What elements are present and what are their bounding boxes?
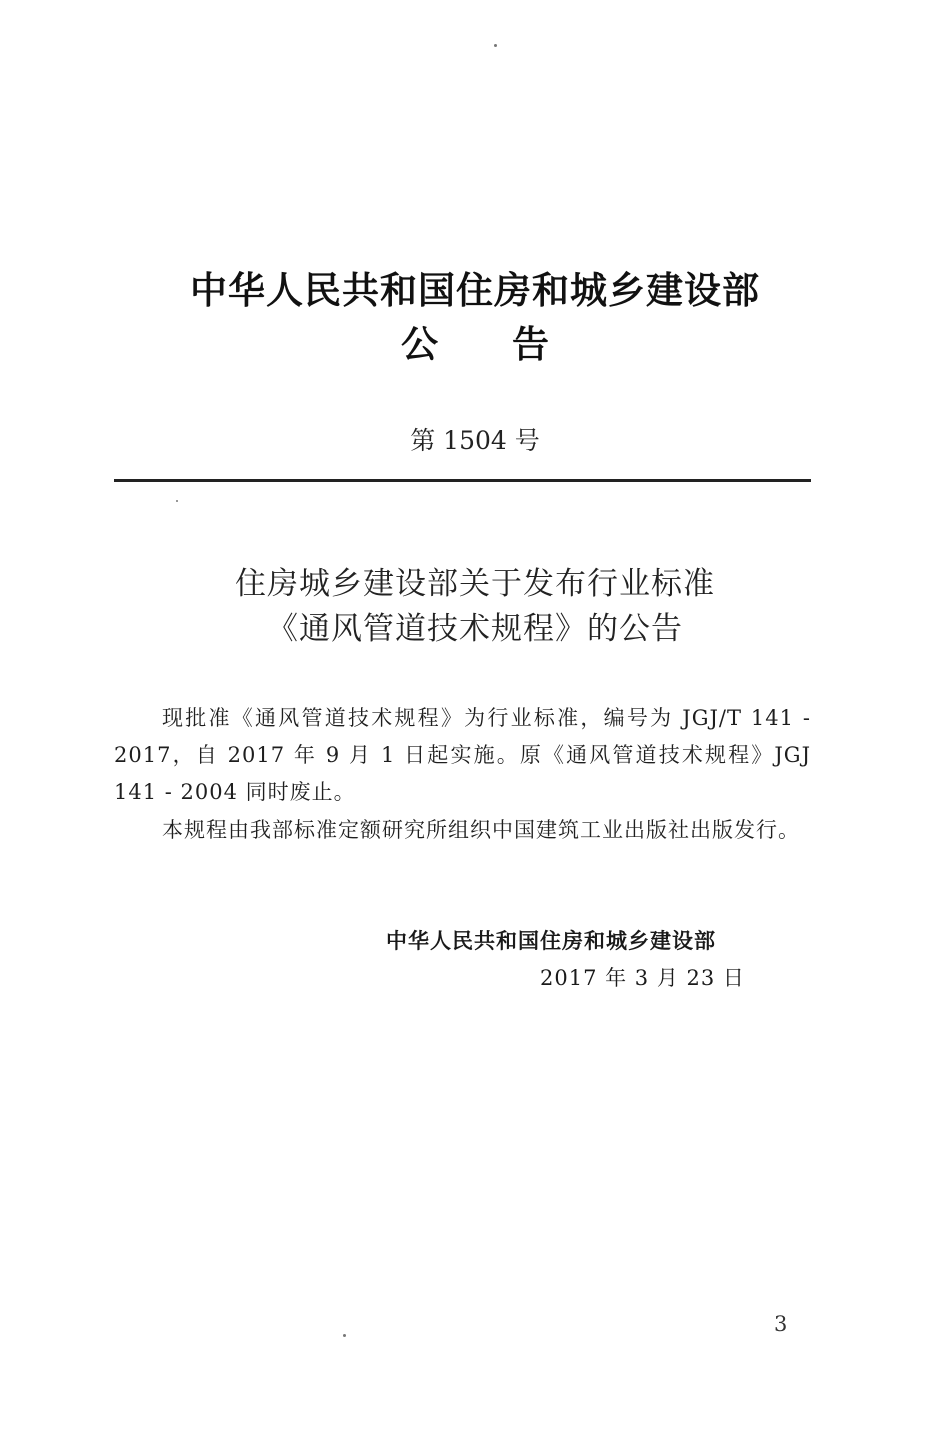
scan-speck [176, 500, 178, 502]
body-paragraph-approval [114, 700, 811, 811]
body-paragraph-publication [114, 812, 811, 849]
paragraph-text: 现批准《通风管道技术规程》为行业标准，编号为 JGJ/T 141 - 2017，自 2017 年 9 月 1 日起实施。原《通风管道技术规程》JGJ 141 - 2004 同时废止。 [114, 706, 811, 804]
signature-date: 2017 年 3 月 23 日 [540, 966, 745, 990]
announcement-heading-line1: 住房城乡建设部关于发布行业标准 [235, 566, 715, 602]
ministry-title: 中华人民共和国住房和城乡建设部 [190, 269, 760, 312]
header-divider [114, 479, 811, 482]
scan-speck [494, 44, 497, 47]
scan-speck [343, 1334, 346, 1337]
page-number: 3 [774, 1312, 788, 1336]
signature-organization: 中华人民共和国住房和城乡建设部 [386, 929, 716, 953]
notice-title: 公告 [401, 323, 623, 366]
notice-number: 第 1504 号 [410, 426, 540, 455]
paragraph-text: 本规程由我部标准定额研究所组织中国建筑工业出版社出版发行。 [162, 818, 800, 842]
announcement-heading-line2: 《通风管道技术规程》的公告 [267, 611, 683, 647]
